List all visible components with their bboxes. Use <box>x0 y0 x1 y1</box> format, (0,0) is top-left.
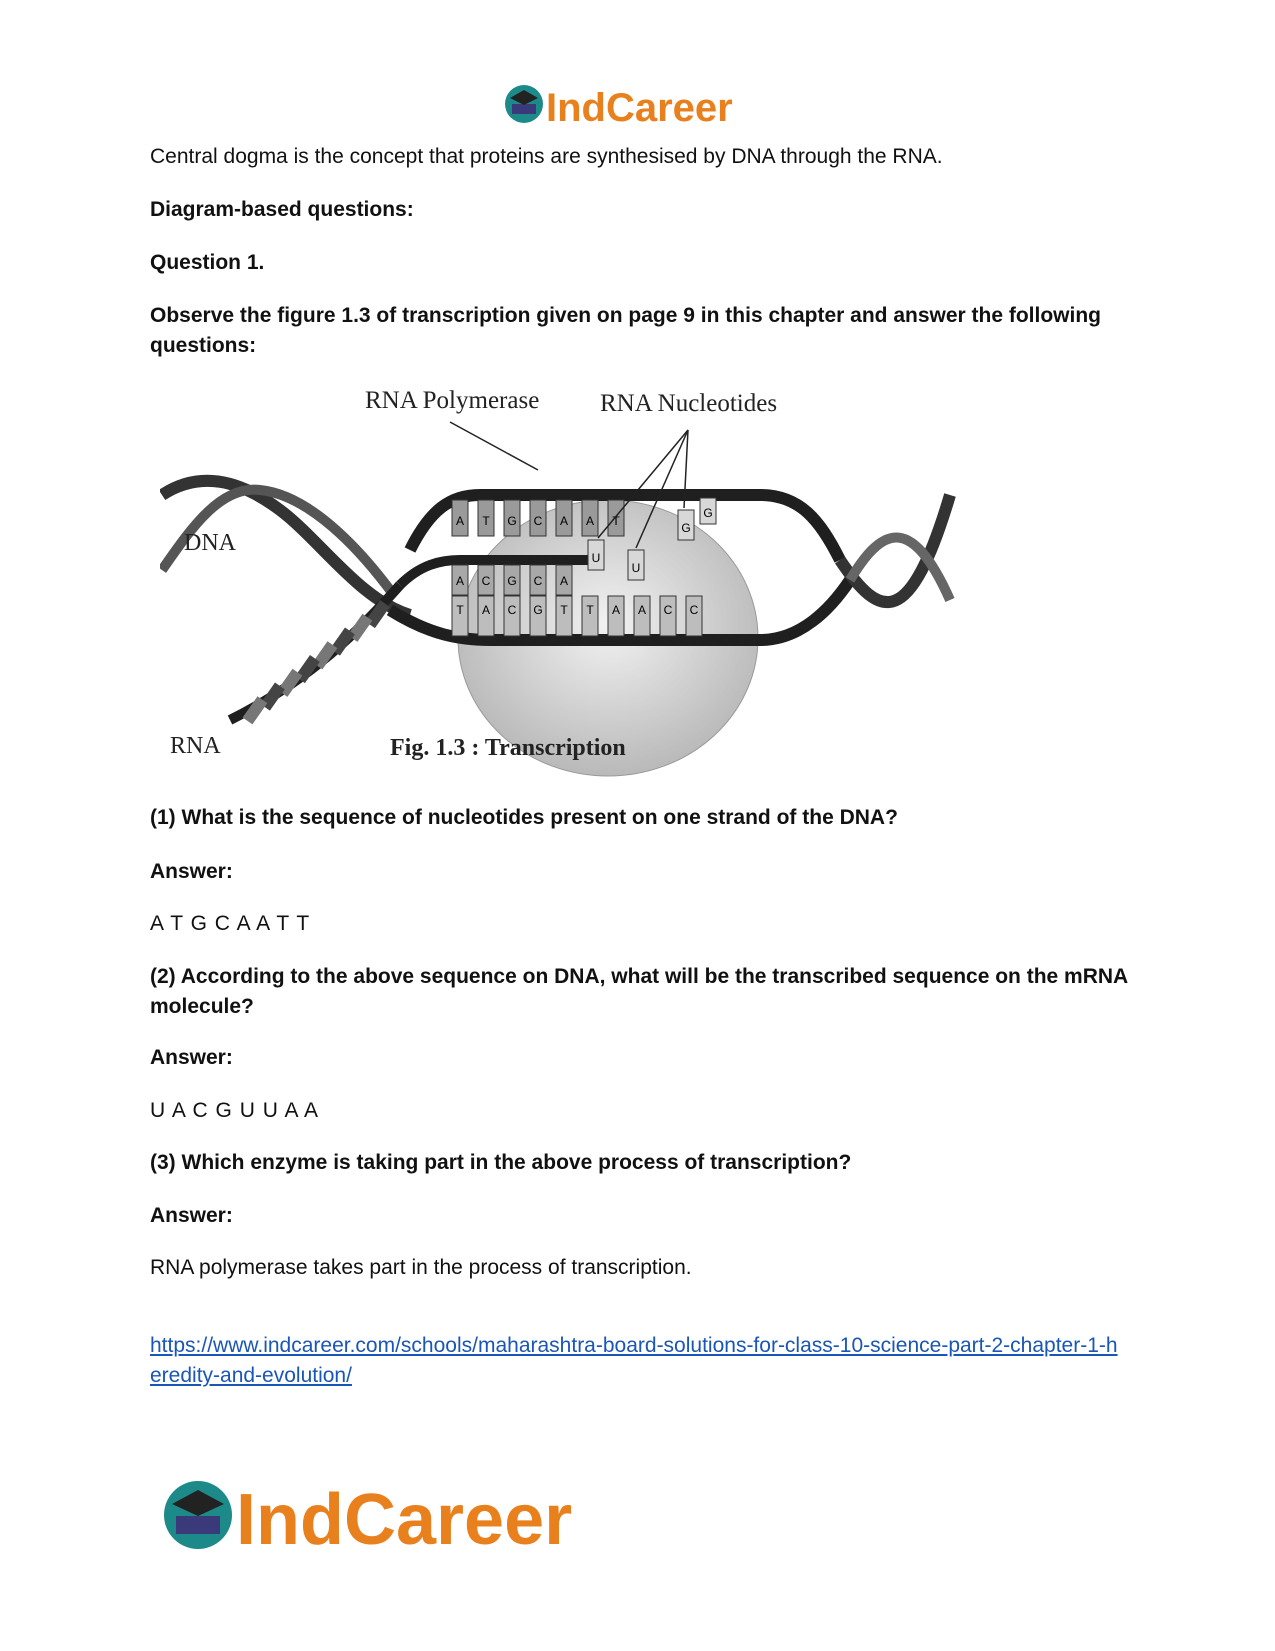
figure-caption: Fig. 1.3 : Transcription <box>390 735 626 761</box>
svg-text:IndCareer <box>546 86 733 130</box>
rna-base-letter: G <box>507 574 517 588</box>
q2-answer: U A C G U U A A <box>150 1099 320 1122</box>
book-icon <box>512 104 536 114</box>
indcareer-logo-large <box>160 1470 700 1560</box>
q2-question: (2) According to the above sequence on DNA, what will be the transcribed sequence on the mRNA molecule? <box>150 965 1128 1018</box>
brand-logo-bottom <box>160 1470 700 1560</box>
svg-text:IndCareer <box>236 1480 572 1560</box>
label-rna-polymerase: RNA Polymerase <box>365 387 540 414</box>
brand-name-prefix: Ind <box>546 86 606 130</box>
free-nucleotide-2: U <box>631 561 641 575</box>
top-base-letter: A <box>559 514 569 528</box>
question-prompt: Observe the figure 1.3 of transcription given on page 9 in this chapter and answer the following questions: <box>150 304 1101 357</box>
q1-answer: A T G C A A T T <box>150 912 311 935</box>
brand-name-suffix-large: Career <box>343 1480 573 1560</box>
bottom-base-letter: T <box>456 603 464 617</box>
intro-text: Central dogma is the concept that proteins are synthesised by DNA through the RNA. <box>150 145 943 168</box>
rna-base-letter: C <box>481 574 491 588</box>
top-base-letter: T <box>612 514 620 528</box>
top-base-letter: A <box>455 514 465 528</box>
bottom-base-letter: C <box>507 603 517 617</box>
q1-question: (1) What is the sequence of nucleotides present on one strand of the DNA? <box>150 806 898 829</box>
free-nucleotide-1: U <box>591 551 601 565</box>
q1-answer-label: Answer: <box>150 860 233 883</box>
free-nucleotide-3: G <box>681 521 691 535</box>
bottom-base-letter: G <box>533 603 543 617</box>
free-nucleotide-4: G <box>703 506 713 520</box>
label-dna: DNA <box>184 530 236 556</box>
top-base-letter: G <box>507 514 517 528</box>
bottom-base-letter: T <box>586 603 594 617</box>
brand-logo-top <box>502 78 782 130</box>
label-rna-nucleotides: RNA Nucleotides <box>600 390 778 417</box>
indcareer-logo <box>502 78 782 130</box>
book-icon <box>176 1516 220 1534</box>
transcription-figure <box>160 387 960 810</box>
section-heading: Diagram-based questions: <box>150 198 414 221</box>
label-rna: RNA <box>170 733 221 759</box>
bottom-base-letter: A <box>481 603 491 617</box>
bottom-base-letter: A <box>611 603 621 617</box>
rna-base-letter: A <box>559 574 569 588</box>
top-base-letter: A <box>585 514 595 528</box>
bottom-base-letter: A <box>637 603 647 617</box>
top-base-letter: C <box>533 514 543 528</box>
q3-answer-label: Answer: <box>150 1204 233 1227</box>
q3-answer: RNA polymerase takes part in the process of transcription. <box>150 1256 692 1279</box>
q2-answer-label: Answer: <box>150 1046 233 1069</box>
top-strand-bases <box>452 500 624 536</box>
source-link[interactable]: https://www.indcareer.com/schools/maharashtra-board-solutions-for-class-10-science-part-2-chapter-1-heredity-and-evolution/ <box>150 1334 1118 1387</box>
polymerase-pointer-arrow <box>450 422 538 470</box>
brand-name-suffix: Career <box>605 86 733 130</box>
bottom-base-letter: C <box>663 603 673 617</box>
top-base-letter: T <box>482 514 490 528</box>
dna-right-strand-a <box>840 495 950 602</box>
rna-base-letter: C <box>533 574 543 588</box>
question-title: Question 1. <box>150 251 265 274</box>
rna-tail-bases <box>243 600 390 724</box>
bottom-base-letter: C <box>689 603 699 617</box>
bottom-base-letter: T <box>560 603 568 617</box>
q3-question: (3) Which enzyme is taking part in the above process of transcription? <box>150 1151 852 1174</box>
rna-base-letter: A <box>455 574 465 588</box>
brand-name-prefix-large: Ind <box>236 1480 344 1560</box>
